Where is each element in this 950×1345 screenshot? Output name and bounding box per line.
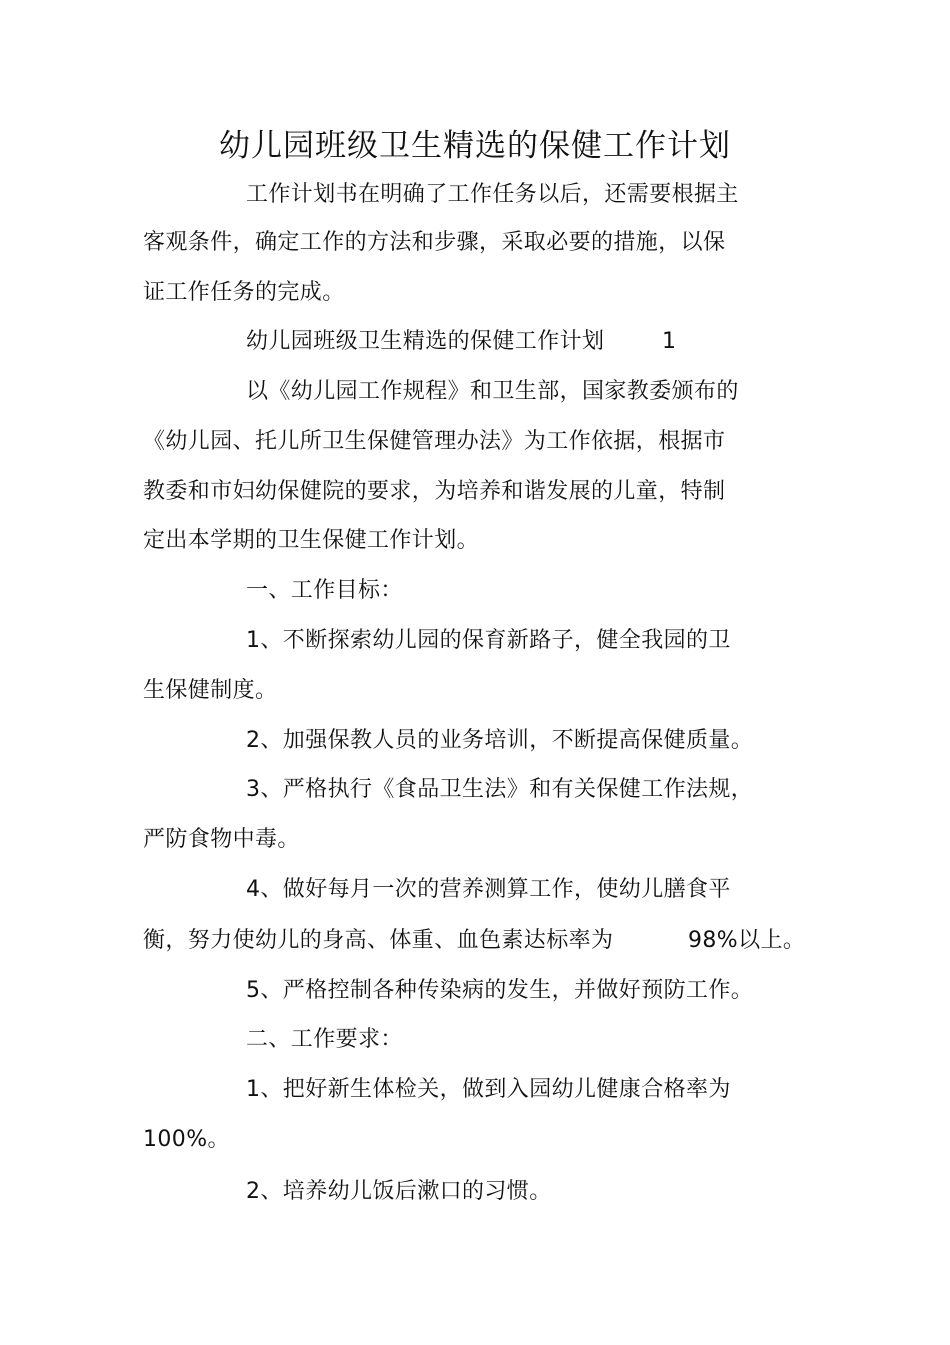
subtitle: 幼儿园班级卫生精选的保健工作计划	[246, 329, 605, 354]
section2-heading: 二、工作要求：	[246, 1027, 403, 1052]
document-title: 幼儿园班级卫生精选的保健工作计划	[219, 128, 731, 164]
intro-line-2: 客观条件，确定工作的方法和步骤，采取必要的措施，以保	[143, 230, 726, 255]
goal-5: 5、严格控制各种传染病的发生，并做好预防工作。	[246, 978, 754, 1003]
goal-1-line-1: 1、不断探索幼儿园的保育新路子，健全我园的卫	[246, 628, 731, 653]
intro-line-3: 证工作任务的完成。	[143, 280, 345, 305]
preface-line-4: 定出本学期的卫生保健工作计划。	[143, 528, 480, 553]
preface-line-3: 教委和市妇幼保健院的要求，为培养和谐发展的儿童，特制	[143, 479, 726, 504]
section1-heading: 一、工作目标：	[246, 578, 403, 603]
requirement-2: 2、培养幼儿饭后漱口的习惯。	[246, 1179, 552, 1204]
goal-4-line-2-rate: 98%以上。	[688, 928, 806, 953]
preface-line-1: 以《幼儿园工作规程》和卫生部，国家教委颁布的	[246, 379, 739, 404]
preface-line-2: 《幼儿园、托儿所卫生保健管理办法》为工作依据，根据市	[143, 429, 726, 454]
goal-4-line-1: 4、做好每月一次的营养测算工作，使幼儿膳食平	[246, 877, 731, 902]
intro-line-1: 工作计划书在明确了工作任务以后，还需要根据主	[246, 182, 739, 207]
goal-3-line-2: 严防食物中毒。	[143, 827, 300, 852]
goal-3-line-1: 3、严格执行《食品卫生法》和有关保健工作法规，	[246, 777, 754, 802]
goal-2: 2、加强保教人员的业务培训，不断提高保健质量。	[246, 728, 754, 753]
goal-4-line-2: 衡，努力使幼儿的身高、体重、血色素达标率为	[143, 928, 614, 953]
requirement-1-line-1: 1、把好新生体检关，做到入园幼儿健康合格率为	[246, 1077, 731, 1102]
goal-1-line-2: 生保健制度。	[143, 678, 278, 703]
subtitle-number: 1	[662, 329, 677, 354]
requirement-1-line-2: 100%。	[143, 1127, 230, 1152]
